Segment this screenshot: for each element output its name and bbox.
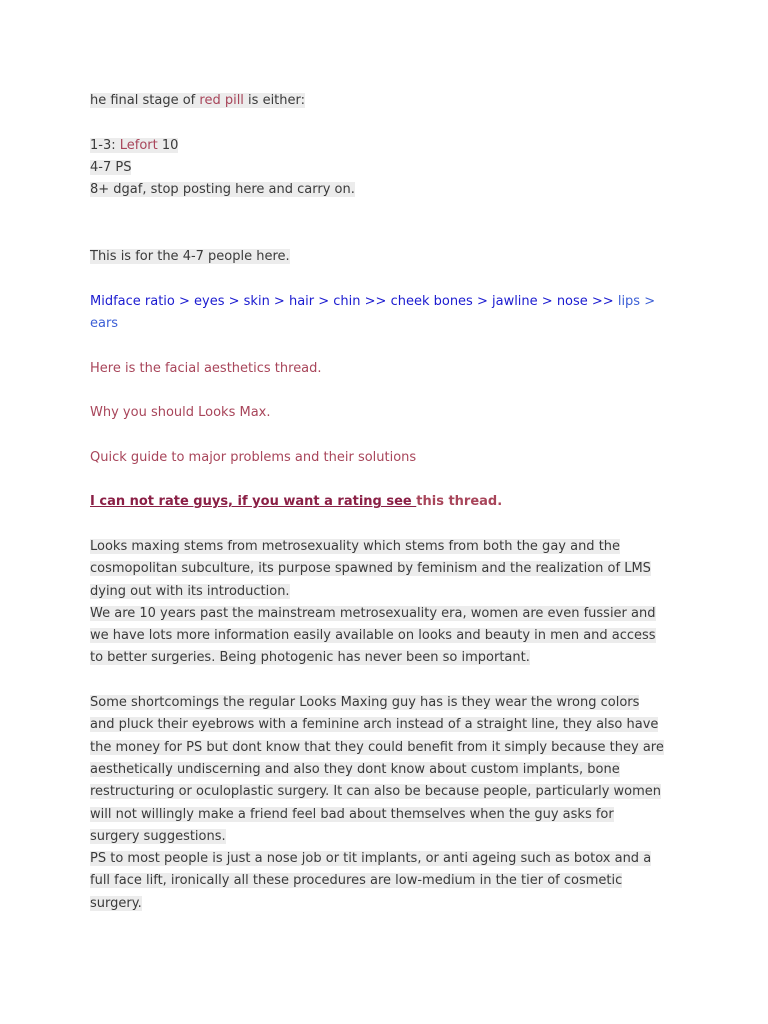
paragraph-line: surgery. — [90, 895, 142, 911]
paragraph-line: Looks maxing stems from metrosexuality which stems from both the gay and the — [90, 538, 621, 554]
ranking-line-1 — [90, 291, 690, 313]
paragraph-line: Some shortcomings the regular Looks Maxing guy has is they wear the wrong colors — [90, 695, 640, 711]
ranking-ears: ears — [90, 315, 119, 331]
stage-line-3 — [90, 179, 690, 201]
stage-line-1 — [90, 135, 690, 157]
paragraph-line: dying out with its introduction. — [90, 583, 290, 599]
paragraph-line: and pluck their eyebrows with a feminine arch instead of a straight line, they also have — [90, 717, 659, 733]
rating-thread-link[interactable]: this thread. — [416, 494, 503, 510]
intro-prefix: he final stage of — [90, 93, 200, 108]
stage-1-prefix: 1-3: — [90, 137, 120, 153]
rating-notice — [90, 491, 690, 513]
paragraph-line: aesthetically undiscerning and also they dont know about custom implants, bone — [90, 761, 620, 777]
why-looksmax-link[interactable]: Why you should Looks Max. — [90, 405, 271, 421]
paragraph-line: to better surgeries. Being photogenic has never been so important. — [90, 650, 530, 666]
paragraph-line: we have lots more information easily available on looks and beauty in men and access — [90, 628, 656, 644]
stage-3-text: 8+ dgaf, stop posting here and carry on. — [90, 182, 355, 198]
audience-note — [90, 246, 690, 268]
paragraph-line: full face lift, ironically all these procedures are low-medium in the tier of cosmetic — [90, 873, 623, 889]
paragraph-line: the money for PS but dont know that they could benefit from it simply because they are — [90, 739, 664, 755]
ranking-line-2 — [90, 313, 690, 335]
ranking-lips: lips > — [617, 293, 656, 309]
aesthetics-thread-link[interactable]: Here is the facial aesthetics thread. — [90, 360, 322, 376]
intro-line — [90, 90, 690, 112]
stage-line-2 — [90, 157, 690, 179]
paragraph-line: will not willingly make a friend feel bad about themselves when the guy asks for — [90, 806, 614, 822]
paragraph-line: cosmopolitan subculture, its purpose spawned by feminism and the realization of LMS — [90, 561, 651, 577]
paragraph-line: surgery suggestions. — [90, 828, 226, 844]
quick-guide-link[interactable]: Quick guide to major problems and their solutions — [90, 449, 417, 465]
paragraph-metrosexuality — [90, 536, 680, 670]
red-pill-link[interactable]: red pill — [199, 93, 244, 108]
document-body — [90, 90, 690, 915]
intro-suffix: is either: — [243, 93, 306, 108]
rating-notice-underlined: I can not rate guys, if you want a rating see — [90, 494, 417, 510]
paragraph-line: restructuring or oculoplastic surgery. It can also be because people, particularly women — [90, 784, 662, 800]
audience-note-text: This is for the 4-7 people here. — [90, 249, 290, 265]
stage-1-suffix: 10 — [157, 137, 179, 153]
paragraph-line: PS to most people is just a nose job or tit implants, or anti ageing such as botox and a — [90, 851, 652, 867]
stage-2-text: 4-7 PS — [90, 159, 132, 175]
lefort-link[interactable]: Lefort — [119, 137, 158, 153]
paragraph-line: We are 10 years past the mainstream metrosexuality era, women are even fussier and — [90, 605, 656, 621]
paragraph-shortcomings — [90, 692, 680, 915]
ranking-text: Midface ratio > eyes > skin > hair > chin >> cheek bones > jawline > nose >> — [90, 293, 618, 309]
